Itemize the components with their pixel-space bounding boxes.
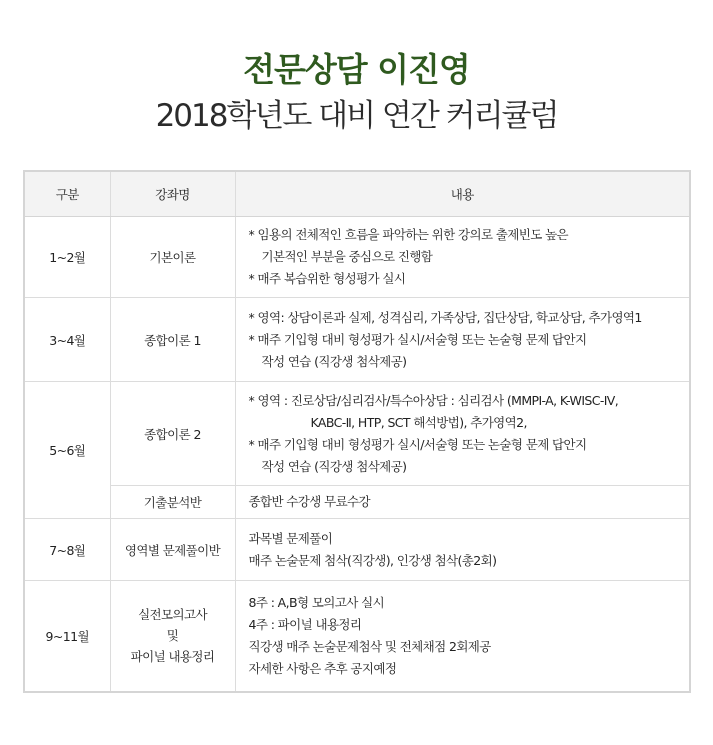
content-cell bbox=[235, 486, 690, 519]
content-line: * 매주 기입형 대비 형성평가 실시/서술형 또는 논술형 문제 답안지 bbox=[248, 436, 587, 452]
content-line: * 매주 복습위한 형성평가 실시 bbox=[248, 271, 406, 286]
content-line: 작성 연습 (직강생 첨삭제공) bbox=[261, 458, 407, 474]
course-cell: 종합이론 2 bbox=[110, 382, 235, 486]
content-line: KABC-Ⅱ, HTP, SCT 해석방법), 추가영역2, bbox=[310, 414, 527, 430]
content-line: 8주 : A,B형 모의고사 실시 bbox=[248, 594, 385, 610]
curriculum-table bbox=[23, 170, 691, 693]
header-period: 구분 bbox=[24, 171, 110, 217]
content-cell bbox=[235, 581, 690, 692]
table-row bbox=[24, 298, 690, 382]
period-cell: 1~2월 bbox=[24, 217, 110, 298]
course-line: 파이널 내용정리 bbox=[130, 649, 215, 665]
course-cell: 종합이론 1 bbox=[110, 298, 235, 382]
content-cell bbox=[235, 519, 690, 581]
content-line: 작성 연습 (직강생 첨삭제공) bbox=[261, 353, 407, 369]
content-line: 기본적인 부분을 중심으로 진행함 bbox=[261, 249, 433, 264]
content-line: 자세한 사항은 추후 공지예정 bbox=[248, 660, 397, 676]
content-line: * 영역 : 진로상담/심리검사/특수아상담 : 심리검사 (MMPI-A, K-WISC-Ⅳ, bbox=[248, 392, 619, 408]
course-cell: 기출분석반 bbox=[110, 486, 235, 519]
table-row bbox=[24, 519, 690, 581]
content-line: 종합반 수강생 무료수강 bbox=[248, 494, 370, 509]
header-course: 강좌명 bbox=[110, 171, 235, 217]
course-cell: 영역별 문제풀이반 bbox=[110, 519, 235, 581]
page-subtitle: 2018학년도 대비 연간 커리큘럼 bbox=[155, 98, 558, 134]
content-line: 과목별 문제풀이 bbox=[248, 530, 333, 546]
content-cell bbox=[235, 298, 690, 382]
course-cell bbox=[110, 581, 235, 692]
course-line: 및 bbox=[166, 628, 179, 644]
course-line: 실전모의고사 bbox=[138, 607, 207, 623]
table-row bbox=[24, 217, 690, 298]
content-line: * 임용의 전체적인 흐름을 파악하는 위한 강의로 출제빈도 높은 bbox=[248, 227, 569, 242]
table-row bbox=[24, 382, 690, 486]
content-line: 직강생 매주 논술문제첨삭 및 전체채점 2회제공 bbox=[248, 638, 491, 654]
table-row bbox=[24, 581, 690, 692]
period-cell: 9~11월 bbox=[24, 581, 110, 692]
content-line: 매주 논술문제 첨삭(직강생), 인강생 첨삭(총2회) bbox=[248, 552, 497, 568]
content-line: * 영역: 상담이론과 실제, 성격심리, 가족상담, 집단상담, 학교상담, 추가영역1 bbox=[248, 309, 642, 325]
period-cell: 3~4월 bbox=[24, 298, 110, 382]
page-title: 전문상담 이진영 bbox=[243, 50, 470, 89]
content-cell bbox=[235, 382, 690, 486]
content-cell bbox=[235, 217, 690, 298]
table-header-row bbox=[24, 171, 690, 217]
content-line: * 매주 기입형 대비 형성평가 실시/서술형 또는 논술형 문제 답안지 bbox=[248, 331, 587, 347]
period-cell: 7~8월 bbox=[24, 519, 110, 581]
period-cell: 5~6월 bbox=[24, 382, 110, 519]
header-content: 내용 bbox=[235, 171, 690, 217]
course-cell: 기본이론 bbox=[110, 217, 235, 298]
content-line: 4주 : 파이널 내용정리 bbox=[248, 616, 362, 632]
table-row bbox=[24, 486, 690, 519]
